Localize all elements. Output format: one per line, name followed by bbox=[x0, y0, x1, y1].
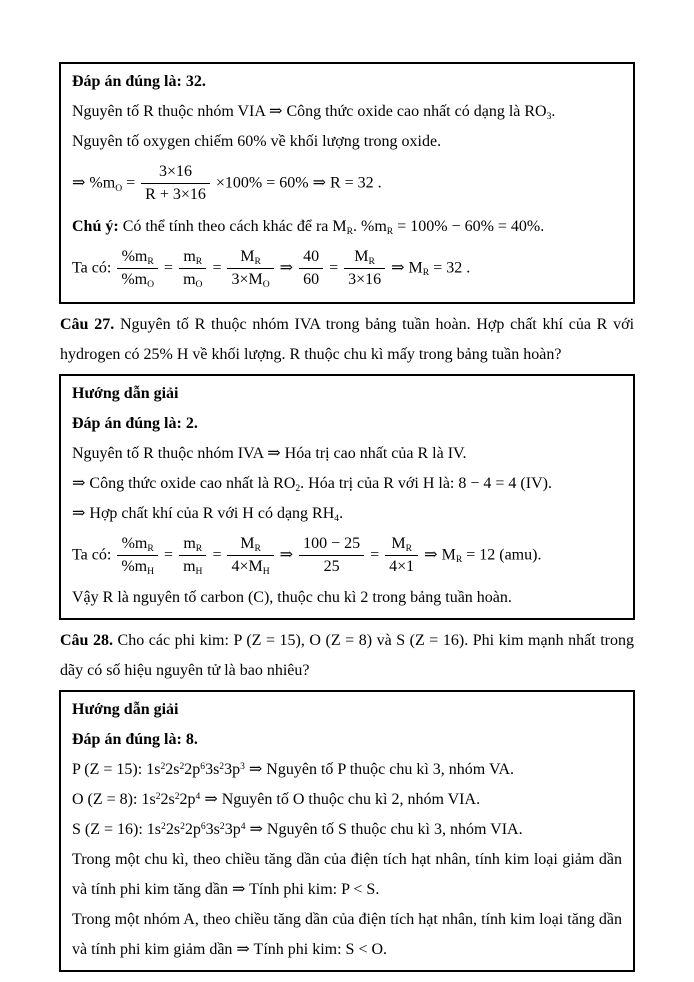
fraction-denominator: $m_O$ bbox=[183, 271, 203, 291]
superscript: 2 bbox=[219, 761, 225, 773]
subscript: O bbox=[195, 279, 203, 291]
superscript: 4 bbox=[240, 821, 246, 833]
bold-text: Đáp án đúng là: 32. bbox=[72, 73, 206, 90]
solution-box-cau-28 bbox=[59, 690, 635, 972]
fraction-numerator: $M_R$ bbox=[385, 534, 418, 556]
fraction bbox=[117, 247, 158, 291]
body-line: Trong một chu kì, theo chiều tăng dần của điện tích hạt nhân, tính kim loại giảm dần và tính phi kim tăng dần ⇒ Tính phi kim: P < S. bbox=[72, 851, 622, 899]
subscript: R bbox=[405, 542, 412, 554]
body-line: ⇒ Công thức oxide cao nhất là $RO_2$. Hóa trị của R với H là: 8 − 4 = 4 (IV). bbox=[72, 474, 552, 494]
solution-box-cau-27 bbox=[59, 374, 635, 621]
subscript: 4 bbox=[334, 512, 340, 524]
fraction-numerator: $m_R$ bbox=[179, 534, 206, 556]
superscript: 2 bbox=[161, 821, 166, 833]
fraction-denominator: $\%m_H$ bbox=[121, 557, 155, 578]
body-line: Nguyên tố R thuộc nhóm VIA ⇒ Công thức oxide cao nhất có dạng là $RO_3$. bbox=[72, 103, 556, 123]
fraction-numerator: 3×16 bbox=[141, 162, 210, 184]
fraction-denominator: $\%m_O$ bbox=[121, 271, 155, 291]
superscript: 6 bbox=[200, 761, 206, 773]
superscript: 2 bbox=[174, 791, 180, 803]
fraction-numerator: 100 − 25 bbox=[299, 534, 364, 556]
body-line: ⇒ Hợp chất khí của R với H có dạng $RH_4$. bbox=[72, 504, 344, 524]
fraction-numerator: $M_R$ bbox=[227, 534, 273, 556]
question-line: Câu 27. Nguyên tố R thuộc nhóm IVA trong bảng tuần hoàn. Hợp chất khí của R với hydrogen có 25% H về khối lượng. R thuộc chu kì mấy trong bảng tuần hoàn? bbox=[60, 315, 635, 363]
bold-text: Câu 27. bbox=[60, 315, 115, 333]
question-line: Câu 28. Cho các phi kim: P (Z = 15), O (Z = 8) và S (Z = 16). Phi kim mạnh nhất trong dãy có số hiệu nguyên tử là bao nhiêu? bbox=[60, 632, 635, 680]
conclusion-line: Vậy R là nguyên tố carbon (C), thuộc chu kì 2 trong bảng tuần hoàn. bbox=[72, 589, 512, 607]
subscript: O bbox=[147, 279, 155, 291]
fraction-numerator: $\%m_R$ bbox=[117, 247, 158, 269]
subscript: R bbox=[195, 255, 203, 267]
bold-text: Chú ý: bbox=[72, 217, 119, 235]
formula-line: Ta có: $\frac{\%m_R}{\%m_O}$ = $\frac{m_R}{m_O}$ = $\frac{M_R}{3\times M_O}$ ⇒ $\frac{40}{60}$ = $\frac{M_R}{3\times 16}$ ⇒ $M_R = 32$ . bbox=[72, 247, 471, 291]
fraction-numerator: $M_R$ bbox=[344, 247, 385, 269]
superscript: 3 bbox=[240, 761, 245, 773]
fraction-denominator: 4×1 bbox=[389, 557, 415, 575]
heading-line bbox=[72, 379, 622, 409]
subscript: 2 bbox=[295, 482, 301, 494]
subscript: R bbox=[147, 542, 154, 554]
fraction-denominator: $4\times M_H$ bbox=[231, 557, 270, 578]
subscript: R bbox=[254, 542, 261, 554]
bold-text: Đáp án đúng là: 2. bbox=[72, 414, 198, 432]
fraction bbox=[179, 534, 206, 578]
superscript: 6 bbox=[200, 821, 206, 833]
subscript: R bbox=[147, 255, 154, 267]
fraction bbox=[117, 534, 158, 578]
fraction bbox=[179, 247, 206, 291]
bold-text: Hướng dẫn giải bbox=[72, 701, 179, 719]
subscript: H bbox=[195, 566, 203, 578]
answer-line bbox=[72, 67, 622, 97]
formula-line: ⇒ $\%m_O$ = $\frac{3\times 16}{R + 3\times 16}$ ×100% = 60% ⇒ R = 32 . bbox=[72, 157, 622, 212]
fraction-numerator: $m_R$ bbox=[179, 247, 206, 269]
subscript: H bbox=[262, 566, 270, 578]
question-28 bbox=[59, 623, 635, 690]
subscript: R bbox=[346, 225, 354, 237]
body-line: P (Z = 15): $1s^22s^22p^63s^23p^3$ ⇒ Nguyên tố P thuộc chu kì 3, nhóm VA. bbox=[72, 761, 514, 779]
superscript: 2 bbox=[180, 821, 185, 833]
bold-text: Hướng dẫn giải bbox=[72, 384, 179, 402]
subscript: R bbox=[455, 554, 463, 566]
subscript: R bbox=[422, 267, 430, 279]
body-line: O (Z = 8): $1s^22s^22p^4$ ⇒ Nguyên tố O thuộc chu kì 2, nhóm VIA. bbox=[72, 791, 481, 809]
bold-text: Câu 28. bbox=[60, 632, 113, 650]
subscript: R bbox=[195, 542, 203, 554]
superscript: 2 bbox=[155, 791, 161, 803]
subscript: H bbox=[147, 566, 155, 578]
fraction-numerator: $\%m_R$ bbox=[117, 534, 158, 556]
fraction bbox=[344, 247, 385, 291]
subscript: R bbox=[368, 255, 375, 267]
solution-box-cau-26 bbox=[59, 62, 635, 304]
body-line: Trong một nhóm A, theo chiều tăng dần của điện tích hạt nhân, tính kim loại tăng dần và tính phi kim giảm dần ⇒ Tính phi kim: S < O. bbox=[72, 911, 622, 959]
superscript: 2 bbox=[219, 821, 225, 833]
subscript: O bbox=[262, 279, 270, 291]
fraction-denominator: 3×16 bbox=[348, 271, 382, 289]
fraction bbox=[385, 534, 418, 578]
fraction bbox=[227, 534, 273, 578]
note-line: Chú ý: Có thể tính theo cách khác để ra $M_R$. $\%m_R = 100\% - 60\% = 40\%$. bbox=[72, 217, 545, 237]
subscript: R bbox=[254, 255, 261, 267]
fraction-denominator: $3\times M_O$ bbox=[231, 271, 270, 291]
bold-text: Đáp án đúng là: 8. bbox=[72, 731, 198, 749]
body-line: Nguyên tố oxygen chiếm 60% về khối lượng trong oxide. bbox=[72, 133, 442, 150]
fraction bbox=[227, 247, 273, 291]
subscript: 3 bbox=[546, 111, 552, 123]
formula-line: Ta có: $\frac{\%m_R}{\%m_H}$ = $\frac{m_R}{m_H}$ = $\frac{M_R}{4\times M_H}$ ⇒ $\frac{100 - 25}{25}$ = $\frac{M_R}{4\times 1}$ ⇒ $M_R = 12$ (amu). bbox=[72, 534, 542, 578]
superscript: 4 bbox=[195, 791, 201, 803]
fraction-numerator: 40 bbox=[299, 247, 323, 269]
fraction-denominator: 25 bbox=[323, 557, 340, 575]
fraction-numerator: $M_R$ bbox=[227, 247, 273, 269]
answer-line bbox=[72, 725, 622, 755]
fraction bbox=[141, 162, 210, 206]
superscript: 2 bbox=[179, 761, 185, 773]
superscript: 2 bbox=[160, 761, 166, 773]
fraction-denominator: $m_H$ bbox=[183, 557, 203, 578]
subscript: R bbox=[386, 225, 394, 237]
fraction bbox=[299, 534, 364, 578]
heading-line bbox=[72, 695, 622, 725]
fraction-denominator: R + 3×16 bbox=[145, 186, 206, 204]
subscript: O bbox=[115, 182, 123, 194]
fraction-denominator: 60 bbox=[303, 271, 320, 289]
body-line: Nguyên tố R thuộc nhóm IVA ⇒ Hóa trị cao nhất của R là IV. bbox=[72, 444, 467, 462]
answer-line bbox=[72, 409, 622, 439]
fraction bbox=[299, 247, 323, 291]
body-line: S (Z = 16): $1s^22s^22p^63s^23p^4$ ⇒ Nguyên tố S thuộc chu kì 3, nhóm VIA. bbox=[72, 821, 523, 839]
question-27 bbox=[59, 307, 635, 374]
